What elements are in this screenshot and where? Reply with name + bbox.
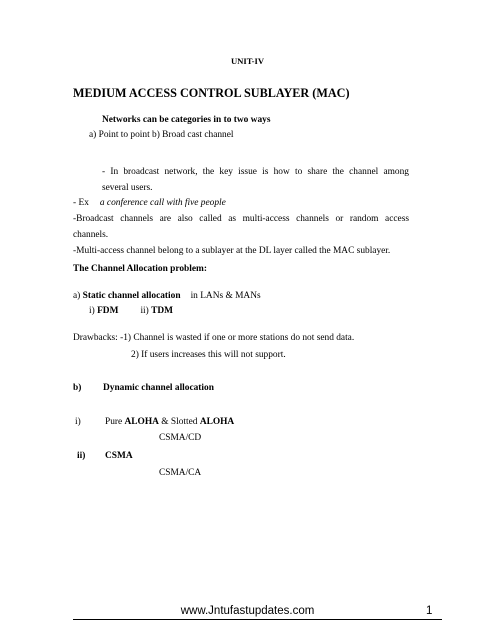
static-items (89, 305, 173, 317)
static-context: in LANs & MANs (190, 291, 261, 301)
unit-label: UNIT-IV (230, 56, 265, 66)
example-text: a conference call with five people (99, 198, 226, 208)
channel-allocation-title: The Channel Allocation problem: (73, 264, 207, 274)
broadcast-alias-line-1: -Broadcast channels are also called as multi-access channels or random access (73, 214, 409, 224)
tdm-label: TDM (151, 306, 173, 316)
tdm-prefix: ii) (140, 306, 152, 316)
csma-marker: ii) (77, 451, 86, 461)
drawbacks-line-1: Drawbacks: -1) Channel is wasted if one or more stations do not send data. (73, 333, 355, 343)
aloha-and: & Slotted (158, 417, 200, 427)
page-number: 1 (426, 605, 433, 617)
broadcast-note-line-2: several users. (102, 183, 153, 193)
broadcast-alias-line-2: channels. (73, 230, 109, 240)
aloha-word-2: ALOHA (199, 417, 235, 427)
footer-url: www.Jntufastupdates.com (180, 605, 315, 617)
network-types: a) Point to point b) Broad cast channel (89, 130, 234, 140)
aloha-word-1: ALOHA (124, 417, 159, 427)
fdm-prefix: i) (89, 306, 98, 316)
aloha-line (105, 416, 234, 428)
page-title: MEDIUM ACCESS CONTROL SUBLAYER (MAC) (73, 86, 350, 100)
aloha-marker: i) (75, 417, 81, 427)
example-prefix: - Ex (73, 198, 89, 208)
dynamic-title: Dynamic channel allocation (103, 383, 214, 393)
dynamic-marker: b) (73, 383, 82, 393)
static-title: Static channel allocation (82, 291, 181, 301)
drawbacks-line-2: 2) If users increases this will not support. (131, 350, 286, 360)
mac-note: -Multi-access channel belong to a sublayer at the DL layer called the MAC sublayer. (73, 246, 391, 256)
example-line (73, 197, 226, 209)
networks-intro: Networks can be categories in to two ways (102, 115, 271, 125)
static-prefix: a) (73, 291, 83, 301)
fdm-label: FDM (97, 306, 119, 316)
csma-cd: CSMA/CD (159, 433, 202, 443)
csma-label: CSMA (105, 451, 133, 461)
csma-ca: CSMA/CA (159, 468, 202, 478)
aloha-pure: Pure (105, 417, 125, 427)
broadcast-note-line-1: - In broadcast network, the key issue is how to share the channel among (102, 167, 409, 177)
footer-rule (73, 619, 442, 620)
static-allocation-line (73, 290, 261, 302)
